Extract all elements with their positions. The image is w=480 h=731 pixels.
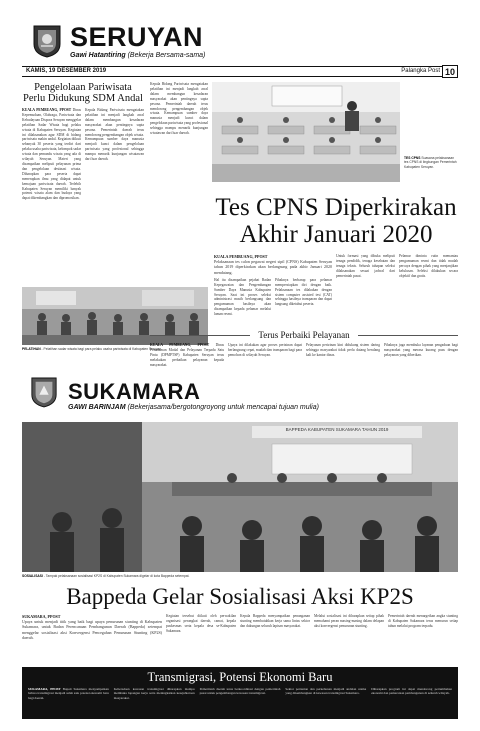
bappeda-lead bbox=[22, 614, 162, 640]
article-column: Kegiatan tersebut diikuti oleh perwakilan organisasi perangkat daerah, camat, kepala puskesmas serta kepala desa se-Kabupaten Sukamara. bbox=[166, 614, 236, 633]
article-pariwisata-continued bbox=[150, 82, 208, 136]
title-rule-right bbox=[358, 335, 458, 336]
page-number: 10 bbox=[442, 65, 458, 78]
photo-tes-cpns bbox=[212, 82, 400, 182]
article-column: Melalui sosialisasi ini diharapkan setiap pihak memahami peran masing-masing dalam delapan aksi konvergensi penurunan stunting. bbox=[314, 614, 384, 628]
transmigrasi-columns bbox=[22, 684, 458, 700]
tagline-bold: GAWI BARINJAM bbox=[68, 404, 126, 411]
main-article-lead bbox=[214, 254, 332, 275]
article-column: Diharapkan program ini dapat mendorong pertumbuhan ekonomi dan pemerataan pembangunan di seluruh wilayah. bbox=[371, 687, 452, 696]
sub-article-headline: Terus Perbaiki Pelayanan bbox=[258, 330, 350, 340]
masthead-brand: SERUYAN bbox=[70, 22, 204, 52]
caption-label: PELATIHAN bbox=[22, 347, 41, 351]
caption-text: - Tampak pelaksanaan sosialisasi KP2S di Kabupaten Sukamara digelar di kota Bappeda setempat. bbox=[43, 574, 190, 578]
transmigrasi-box bbox=[22, 667, 458, 719]
article-column bbox=[85, 108, 144, 201]
article-column: Pemerintah daerah menargetkan angka stunting di Kabupaten Sukamara terus menurun setiap tahun melalui program terpadu. bbox=[388, 614, 458, 628]
article-text: Dinas Penanaman Modal dan Pelayanan Terpadu Satu Pintu (DPMPTSP) Kabupaten Seruyan terus melakukan perbaikan pelayanan kepada masyarakat. bbox=[150, 343, 224, 367]
main-headline: Tes CPNS Diperkirakan Akhir Januari 2020 bbox=[215, 194, 457, 248]
article-column bbox=[150, 343, 224, 368]
transmigrasi-dateline: SUKAMARA, PPOST bbox=[28, 687, 61, 691]
article-column: Pihaknya juga membuka layanan pengaduan bagi masyarakat yang merasa kurang puas dengan pelayanan yang diberikan. bbox=[384, 343, 458, 357]
article-column: Hal itu disampaikan pejabat Badan Kepegawaian dan Pengembangan Sumber Daya Manusia Kabupaten Seruyan. Saat ini proses seleksi administrasi masih berlangsung dan pengumuman hasilnya akan disampaikan kepada pelamar melalui laman resmi. bbox=[214, 277, 271, 317]
caption-label: SOSIALISASI bbox=[22, 574, 43, 578]
article-column: Kepala Bappeda menyampaikan penanganan stunting membutuhkan kerja sama lintas sektor dan dukungan seluruh lapisan masyarakat. bbox=[240, 614, 310, 628]
article-text: Bupati Sukamara menyampaikan bahwa transmigrasi menjadi salah satu potensi ekonomi baru bagi daerah. bbox=[28, 687, 109, 700]
article-dateline: KUALA PEMBUANG, PPOST bbox=[22, 108, 72, 112]
article-headline: Pengelolaan Pariwisata Perlu Didukung SDM Andal bbox=[23, 82, 143, 104]
issue-date: KAMIS, 19 DESEMBER 2019 bbox=[26, 68, 107, 74]
page-label: Palangka Post bbox=[401, 68, 440, 74]
article-text: Kepala Bidang Pariwisata mengatakan pelatihan ini menjadi langkah awal dalam membangun kesadaran masyarakat akan pentingnya sapta pesona. Pemerintah daerah terus mendorong pengembangan objek wisata. Kemampuan sumber daya manusia menjadi kunci dalam pengelolaan pariwisata yang profesional sehingga mampu menarik kunjungan wisatawan dari luar daerah. bbox=[85, 108, 144, 162]
bappeda-dateline: SUKAMARA, PPOST bbox=[22, 614, 61, 619]
sub-article-dateline: KUALA PEMBUANG, PPOST bbox=[150, 343, 210, 347]
caption-text: - Pelatihan sadar wisata bagi para pelaku usaha pariwisata di Kabupaten Seruyan. bbox=[41, 347, 163, 351]
caption-label: TES CPNS bbox=[404, 156, 421, 160]
sukamara-masthead bbox=[22, 374, 458, 418]
sub-article-body bbox=[150, 343, 458, 368]
sosialisasi-banner: BAPPEDA KABUPATEN SUKAMARA TAHUN 2019 bbox=[285, 427, 389, 432]
main-article-lead-text: Pelaksanaan tes calon pegawai negeri sipil (CPNS) Kabupaten Seruyan tahun 2019 diperkirakan akan berlangsung pada akhir Januari 2020 mendatang. bbox=[214, 259, 332, 275]
article-text: Kepala Bidang Pariwisata mengatakan pelatihan ini menjadi langkah awal dalam membangun kesadaran masyarakat akan pentingnya sapta pesona. Pemerintah daerah terus mendorong pengembangan objek wisata. Kemampuan sumber daya manusia menjadi kunci dalam pengelolaan pariwisata yang profesional sehingga mampu menarik kunjungan wisatawan dari luar daerah. bbox=[150, 82, 208, 136]
bappeda-lead-column bbox=[22, 614, 162, 640]
sub-article-title bbox=[150, 330, 458, 340]
photo-sosialisasi-caption bbox=[22, 574, 458, 578]
article-pariwisata bbox=[22, 82, 144, 201]
sukamara-emblem-icon bbox=[30, 376, 58, 408]
article-column: Pelamar diminta rutin memantau pengumuman resmi dan tidak mudah percaya dengan pihak yang menjanjikan kelulusan. Seleksi dilakukan secara objektif dan gratis. bbox=[399, 254, 458, 278]
article-column: Keberadaan kawasan transmigrasi diharapkan mampu membuka lapangan kerja serta meningkatkan kesejahteraan masyarakat. bbox=[113, 687, 195, 700]
masthead bbox=[22, 22, 458, 62]
bappeda-columns bbox=[22, 614, 458, 640]
article-text: Dinas Kepemudaan, Olahraga, Pariwisata dan Kebudayaan Dispora Seruyan menggelar pelatihan Sadar Wisata bagi pelaku wisata di Kabupaten Seruyan. Kegiatan ini dilaksanakan agar SDM di bidang pariwisata makin andal. Kegiatan diikuti sebanyak 30 peserta yang terdiri dari pelaku usaha pariwisata, kelompok sadar wisata dan pemandu wisata yang ada di wilayah Seruyan. Materi yang disampaikan meliputi pelayanan prima dan pengelolaan destinasi wisata. Diharapkan para peserta dapat menerapkan ilmu yang didapat untuk kemajuan pariwisata daerah. Terlebih Kabupaten Seruyan memiliki banyak potensi wisata alam dan budaya yang dapat dikembangkan dan dipromosikan. bbox=[22, 108, 81, 201]
title-rule-left bbox=[150, 335, 250, 336]
article-column bbox=[28, 687, 109, 700]
article-column: Upaya ini dilakukan agar proses perizinan dapat berlangsung cepat, mudah dan transparan bagi para pemohon di wilayah Seruyan. bbox=[228, 343, 302, 357]
transmigrasi-title: Transmigrasi, Potensi Ekonomi Baru bbox=[147, 670, 333, 684]
article-column bbox=[22, 108, 81, 201]
main-article-lead-column bbox=[214, 254, 332, 317]
article-column: Sektor pertanian dan perkebunan menjadi andalan utama yang dikembangkan di kawasan transmigrasi Sukamara. bbox=[285, 687, 367, 696]
main-article-columns bbox=[214, 254, 458, 317]
article-column: Pemerintah daerah terus berkoordinasi dengan pemerintah pusat untuk pengembangan kawasan transmigrasi. bbox=[199, 687, 281, 696]
sukamara-tagline bbox=[68, 404, 319, 411]
tagline-rest: (Bekerja Bersama-sama) bbox=[127, 52, 206, 59]
photo-sosialisasi-image bbox=[22, 422, 458, 572]
photo-sosialisasi bbox=[22, 422, 458, 572]
tagline-bold: Gawi Hatantiring bbox=[70, 52, 126, 59]
article-body bbox=[22, 108, 144, 201]
caption-text: Suasana pelaksanaan tes CPNS di lingkungan Pemerintah Kabupaten Seruyan. bbox=[404, 156, 457, 169]
sub-article-columns bbox=[150, 343, 458, 368]
sukamara-brand: SUKAMARA bbox=[68, 379, 201, 404]
main-article-body bbox=[214, 254, 458, 317]
tagline-rest: (Bekerjasama/bergotongroyong untuk mencapai tujuan mulia) bbox=[127, 404, 319, 411]
photo-tes-cpns-caption bbox=[404, 156, 458, 169]
article-column: Pihaknya berharap para pelamar mempersiapkan diri dengan baik. Pelaksanaan tes dilakukan dengan sistem computer assisted test (CAT) sehingga hasilnya transparan dan dapat langsung diketahui peserta. bbox=[275, 277, 332, 307]
main-article-subcols bbox=[214, 278, 332, 317]
dateline-bar bbox=[22, 66, 458, 77]
bappeda-article-body bbox=[22, 614, 458, 640]
bappeda-headline: Bappeda Gelar Sosialisasi Aksi KP2S bbox=[66, 584, 414, 609]
main-article-dateline: KUALA PEMBUANG, PPOST bbox=[214, 254, 268, 259]
seruyan-emblem-icon bbox=[32, 24, 62, 58]
article-column: Pelayanan perizinan kini didukung sistem daring sehingga masyarakat tidak perlu datang berulang kali ke kantor dinas. bbox=[306, 343, 380, 357]
photo-tes-cpns-image bbox=[212, 82, 400, 182]
article-column: Untuk formasi yang dibuka meliputi tenaga pendidik, tenaga kesehatan dan tenaga teknis. Seluruh tahapan seleksi dilaksanakan sesuai jadwal dari pemerintah pusat. bbox=[336, 254, 395, 278]
bappeda-lead-text: Upaya untuk menjadi titik yang baik bagi upaya penurunan stunting di Kabupaten Sukamara, untuk Badan Perencanaan Pembangunan Daerah (Bappeda) setempat menggelar sosialisasi aksi Konvergensi Pencegahan Penurunan Stunting (KP2S) daerah. bbox=[22, 619, 162, 640]
masthead-tagline bbox=[70, 52, 205, 59]
